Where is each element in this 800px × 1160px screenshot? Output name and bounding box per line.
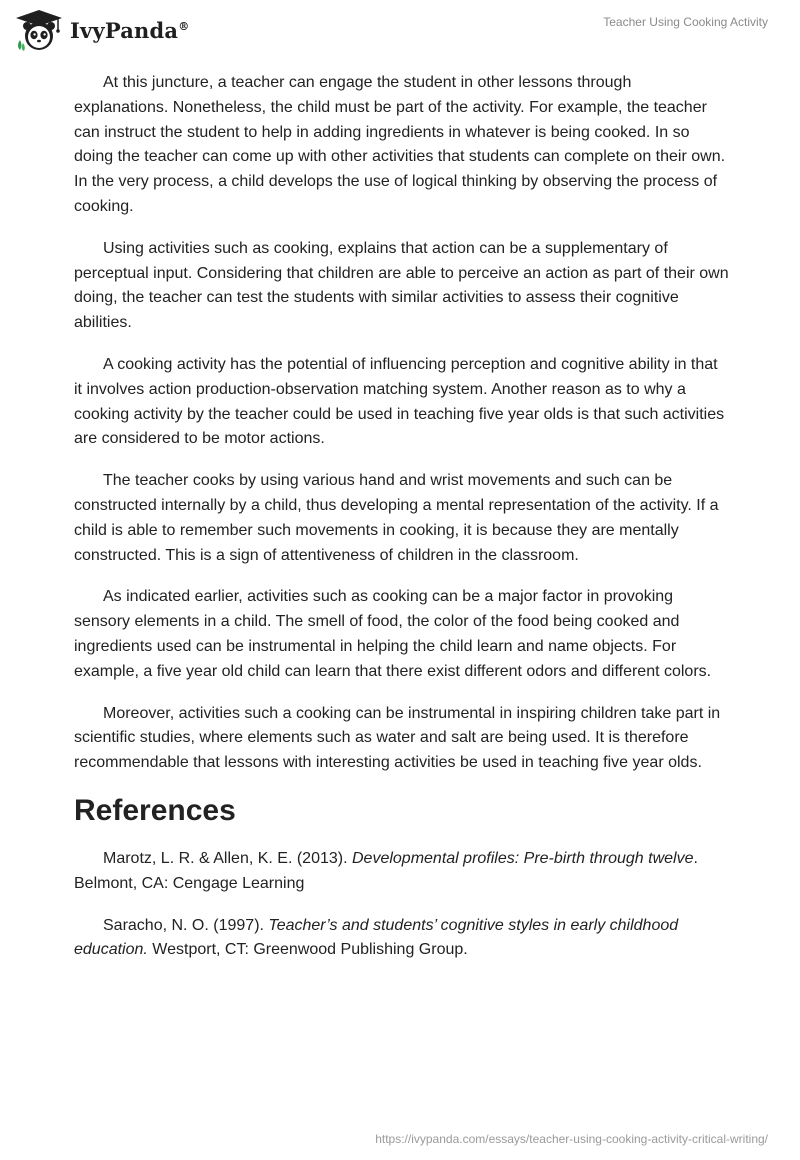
reference-item: [74, 914, 730, 964]
page-header: [0, 0, 800, 60]
document-title: Teacher Using Cooking Activity: [603, 15, 768, 29]
reference-title: Developmental profiles: Pre-birth through twelve: [352, 849, 694, 867]
paragraph: As indicated earlier, activities such as cooking can be a major factor in provoking sensory elements in a child. The smell of food, the color of the food being cooked and ingredients used can be instrumental in helping the child learn and name objects. For example, a five year old child can learn that there exist different odors and different colors.: [74, 588, 712, 680]
source-url[interactable]: https://ivypanda.com/essays/teacher-using-cooking-activity-critical-writing/: [375, 1132, 768, 1146]
ivypanda-logo[interactable]: [14, 8, 189, 52]
paragraph: Using activities such as cooking, explains that action can be a supplementary of perceptual input. Considering that children are able to perceive an action as part of their own doing, the teacher can test the students with similar activities to assess their cognitive abilities.: [74, 239, 729, 332]
paragraph: At this juncture, a teacher can engage the student in other lessons through explanations. Nonetheless, the child must be part of the activity. For example, the teacher can instruct the student to help in adding ingredients in whatever is being cooked. In so doing the teacher can come up with other activities that students can complete on their own. In the very process, a child develops the use of logical thinking by observing the process of cooking.: [74, 74, 726, 215]
paragraph: A cooking activity has the potential of influencing perception and cognitive ability in that it involves action production-observation matching system. Another reason as to why a cooking activity by the teacher could be used in teaching five year olds is that such activities are considered to be motor actions.: [74, 355, 725, 448]
logo-wordmark: IvyPanda®: [70, 17, 190, 43]
essay-content: [74, 71, 730, 980]
reference-publisher: . Belmont, CA: Cengage Learning: [74, 849, 698, 892]
reference-authors: Marotz, L. R. & Allen, K. E. (2013).: [103, 849, 352, 867]
references-heading: References: [74, 793, 236, 827]
paragraph: Moreover, activities such a cooking can be instrumental in inspiring children take part in scientific studies, where elements such as water and salt are being used. It is therefore recommendable that lessons with interesting activities be used in teaching five year olds.: [74, 704, 721, 772]
reference-item: [74, 847, 730, 897]
paragraph: The teacher cooks by using various hand and wrist movements and such can be constructed internally by a child, thus developing a mental representation of the activity. If a child is able to remember such movements in cooking, it is because they are mentally constructed. This is a sign of attentiveness of children in the classroom.: [74, 472, 719, 564]
reference-authors: Saracho, N. O. (1997).: [103, 916, 269, 934]
reference-title: Teacher’s and students’ cognitive styles in early childhood education.: [74, 916, 679, 959]
panda-graduate-icon: [14, 8, 64, 52]
reference-publisher: Westport, CT: Greenwood Publishing Group.: [147, 941, 468, 959]
